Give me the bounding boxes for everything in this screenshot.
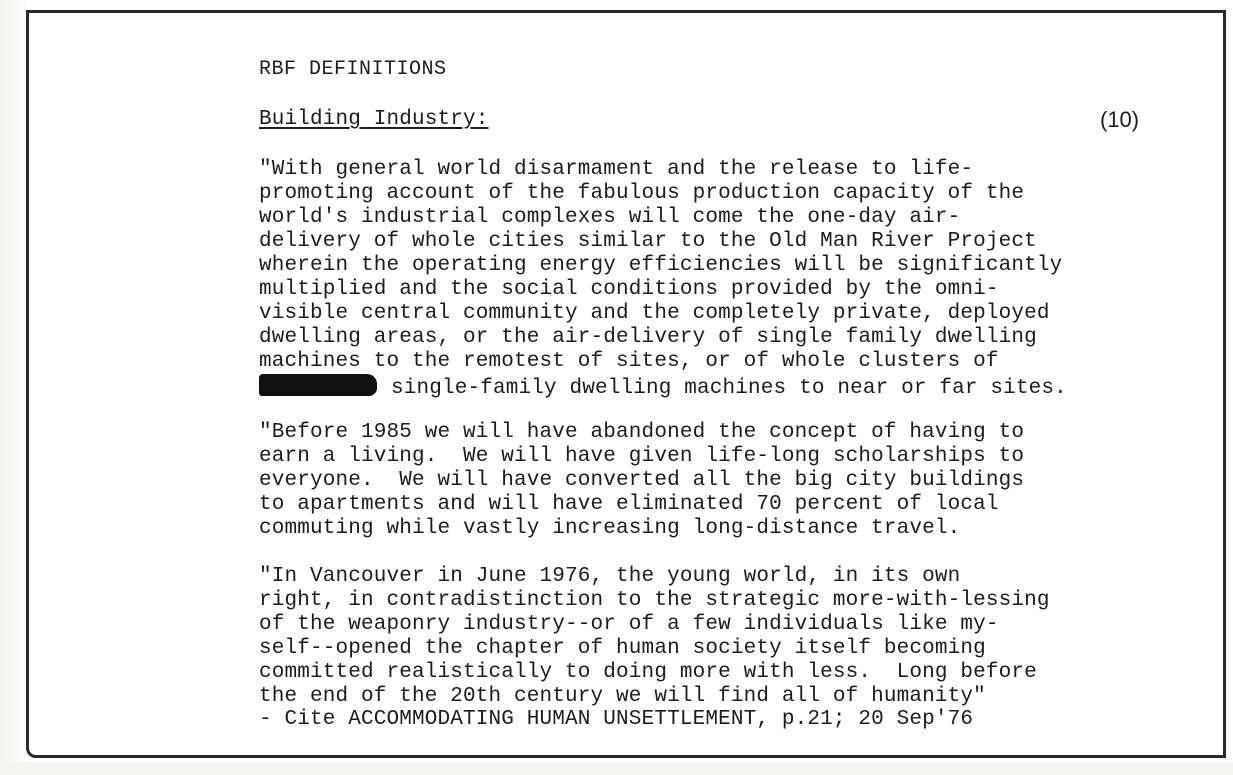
- text-line: everyone. We will have converted all the big city buildings: [259, 469, 1025, 492]
- text-line: "Before 1985 we will have abandoned the concept of having to: [259, 421, 1025, 444]
- text-line: right, in contradistinction to the strategic more-with-lessing: [259, 589, 1050, 612]
- redaction-mark: [259, 374, 377, 396]
- text-line: self--opened the chapter of human society itself becoming: [259, 637, 986, 660]
- quote-paragraph-1: [259, 158, 1067, 398]
- text-line: world's industrial complexes will come the one-day air-: [259, 206, 961, 229]
- text-line: single-family dwelling machines to near or far sites.: [391, 377, 1067, 400]
- text-line: committed realistically to doing more with less. Long before: [259, 661, 1037, 684]
- scan-margin-left: [0, 0, 26, 775]
- text-line: "With general world disarmament and the release to life-: [259, 158, 974, 181]
- text-line: the end of the 20th century we will find all of humanity": [259, 685, 986, 708]
- text-line: of the weaponry industry--or of a few individuals like my-: [259, 613, 999, 636]
- text-line: delivery of whole cities similar to the Old Man River Project: [259, 230, 1037, 253]
- text-line: wherein the operating energy efficiencies will be significantly: [259, 254, 1063, 277]
- scan-margin-bottom: [0, 762, 1233, 775]
- text-line: machines to the remotest of sites, or of whole clusters of: [259, 350, 999, 373]
- text-line: "In Vancouver in June 1976, the young world, in its own: [259, 565, 961, 588]
- text-line: to apartments and will have eliminated 70 percent of local: [259, 493, 999, 516]
- page-number: (10): [1100, 107, 1140, 132]
- quote-paragraph-3: [259, 565, 1050, 709]
- text-line: earn a living. We will have given life-long scholarships to: [259, 445, 1025, 468]
- section-heading: Building Industry:: [259, 108, 489, 131]
- text-line: commuting while vastly increasing long-distance travel.: [259, 517, 961, 540]
- text-line-with-redaction: [259, 374, 1067, 398]
- text-line: visible central community and the completely private, deployed: [259, 302, 1050, 325]
- citation-line: - Cite ACCOMMODATING HUMAN UNSETTLEMENT, p.21; 20 Sep'76: [259, 708, 974, 731]
- text-line: multiplied and the social conditions provided by the omni-: [259, 278, 999, 301]
- text-line: dwelling areas, or the air-delivery of single family dwelling: [259, 326, 1037, 349]
- document-header: RBF DEFINITIONS: [259, 58, 447, 81]
- quote-paragraph-2: [259, 421, 1024, 541]
- text-line: promoting account of the fabulous production capacity of the: [259, 182, 1025, 205]
